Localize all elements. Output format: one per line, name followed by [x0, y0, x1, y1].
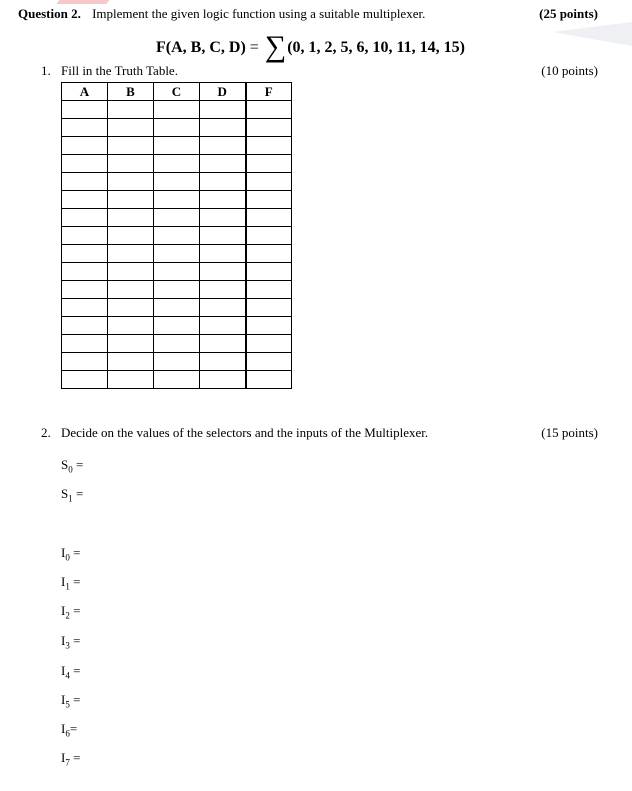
- truth-table-cell-d[interactable]: [200, 173, 246, 191]
- truth-table-cell-f[interactable]: [246, 245, 292, 263]
- truth-table-cell-d[interactable]: [200, 155, 246, 173]
- formula-minterms: (0, 1, 2, 5, 6, 10, 11, 14, 15): [287, 39, 465, 56]
- input-i1-eq: =: [69, 574, 81, 589]
- decorative-grey-wedge: [552, 22, 632, 46]
- header-d: D: [200, 83, 246, 101]
- truth-table-cell-f[interactable]: [246, 209, 292, 227]
- truth-table-cell-a[interactable]: [62, 209, 108, 227]
- truth-table-cell-a[interactable]: [62, 173, 108, 191]
- truth-table-cell-c[interactable]: [154, 173, 200, 191]
- truth-table-cell-a[interactable]: [62, 101, 108, 119]
- truth-table-cell-b[interactable]: [108, 101, 154, 119]
- selector-s1[interactable]: [61, 486, 83, 504]
- truth-table-cell-f[interactable]: [246, 227, 292, 245]
- truth-table-row: [62, 155, 292, 173]
- input-i7-sub: 7: [65, 757, 70, 768]
- input-i1-sub: 1: [65, 581, 70, 592]
- part1-heading: [41, 63, 178, 79]
- truth-table-cell-c[interactable]: [154, 119, 200, 137]
- truth-table-cell-d[interactable]: [200, 227, 246, 245]
- input-i3-sub: 3: [65, 640, 70, 651]
- input-i5[interactable]: [61, 692, 80, 710]
- input-i3-eq: =: [69, 633, 81, 648]
- truth-table-cell-c[interactable]: [154, 371, 200, 389]
- truth-table-cell-a[interactable]: [62, 263, 108, 281]
- truth-table-cell-f[interactable]: [246, 317, 292, 335]
- truth-table-cell-c[interactable]: [154, 101, 200, 119]
- truth-table-header-row: [62, 83, 292, 101]
- header-b: B: [108, 83, 154, 101]
- truth-table-row: [62, 101, 292, 119]
- truth-table-cell-d[interactable]: [200, 371, 246, 389]
- truth-table-cell-c[interactable]: [154, 227, 200, 245]
- input-i7-eq: =: [69, 750, 81, 765]
- truth-table-cell-d[interactable]: [200, 263, 246, 281]
- truth-table-cell-b[interactable]: [108, 227, 154, 245]
- truth-table-cell-d[interactable]: [200, 209, 246, 227]
- truth-table-cell-c[interactable]: [154, 263, 200, 281]
- truth-table-cell-f[interactable]: [246, 101, 292, 119]
- truth-table-cell-f[interactable]: [246, 263, 292, 281]
- truth-table-row: [62, 299, 292, 317]
- input-i0-base: I: [61, 545, 66, 560]
- truth-table-row: [62, 371, 292, 389]
- selector-s0-eq: =: [72, 457, 84, 472]
- input-i0[interactable]: [61, 545, 80, 563]
- truth-table-cell-d[interactable]: [200, 119, 246, 137]
- truth-table-cell-a[interactable]: [62, 335, 108, 353]
- truth-table-cell-a[interactable]: [62, 317, 108, 335]
- truth-table-cell-f[interactable]: [246, 335, 292, 353]
- truth-table-cell-b[interactable]: [108, 335, 154, 353]
- question-points: (25 points): [539, 6, 598, 21]
- input-i4-eq: =: [69, 663, 81, 678]
- truth-table-cell-a[interactable]: [62, 299, 108, 317]
- truth-table-cell-d[interactable]: [200, 299, 246, 317]
- truth-table-cell-a[interactable]: [62, 371, 108, 389]
- truth-table-cell-c[interactable]: [154, 209, 200, 227]
- truth-table: [61, 82, 292, 389]
- input-i4-sub: 4: [65, 670, 70, 681]
- truth-table-cell-b[interactable]: [108, 173, 154, 191]
- selector-s0-base: S: [61, 457, 69, 472]
- truth-table-cell-d[interactable]: [200, 335, 246, 353]
- input-i5-base: I: [61, 692, 66, 707]
- truth-table-cell-f[interactable]: [246, 281, 292, 299]
- input-i4-base: I: [61, 663, 66, 678]
- truth-table-cell-a[interactable]: [62, 191, 108, 209]
- part1-points: (10 points): [541, 63, 598, 78]
- truth-table-cell-d[interactable]: [200, 137, 246, 155]
- input-i2[interactable]: [61, 603, 80, 621]
- truth-table-cell-d[interactable]: [200, 281, 246, 299]
- truth-table-cell-f[interactable]: [246, 353, 292, 371]
- input-i2-sub: 2: [65, 610, 70, 621]
- truth-table-cell-f[interactable]: [246, 191, 292, 209]
- part2-points: (15 points): [541, 425, 598, 440]
- formula-lhs: F(A, B, C, D): [156, 39, 246, 56]
- header-c: C: [154, 83, 200, 101]
- truth-table-cell-c[interactable]: [154, 245, 200, 263]
- header-f: F: [246, 83, 292, 101]
- input-i0-sub: 0: [65, 552, 70, 563]
- truth-table-cell-f[interactable]: [246, 155, 292, 173]
- selector-s0[interactable]: [61, 457, 83, 475]
- truth-table-cell-a[interactable]: [62, 245, 108, 263]
- truth-table-body: [62, 101, 292, 389]
- truth-table-row: [62, 227, 292, 245]
- truth-table-cell-c[interactable]: [154, 155, 200, 173]
- truth-table-row: [62, 317, 292, 335]
- truth-table-row: [62, 137, 292, 155]
- truth-table-cell-b[interactable]: [108, 281, 154, 299]
- truth-table-cell-d[interactable]: [200, 245, 246, 263]
- truth-table-row: [62, 173, 292, 191]
- logic-function-formula: [156, 30, 465, 64]
- truth-table-cell-a[interactable]: [62, 155, 108, 173]
- selector-s1-sub: 1: [68, 493, 73, 504]
- input-i4[interactable]: [61, 663, 80, 681]
- truth-table-cell-b[interactable]: [108, 353, 154, 371]
- truth-table-cell-f[interactable]: [246, 173, 292, 191]
- truth-table-cell-c[interactable]: [154, 353, 200, 371]
- input-i6[interactable]: [61, 721, 77, 739]
- truth-table-cell-a[interactable]: [62, 119, 108, 137]
- truth-table-row: [62, 191, 292, 209]
- truth-table-cell-b[interactable]: [108, 155, 154, 173]
- truth-table-cell-d[interactable]: [200, 191, 246, 209]
- sigma-symbol: ∑: [264, 30, 287, 63]
- input-i6-base: I: [61, 721, 66, 736]
- truth-table-cell-b[interactable]: [108, 191, 154, 209]
- input-i3[interactable]: [61, 633, 80, 651]
- truth-table-cell-b[interactable]: [108, 263, 154, 281]
- truth-table-cell-d[interactable]: [200, 353, 246, 371]
- truth-table-cell-b[interactable]: [108, 317, 154, 335]
- truth-table-cell-a[interactable]: [62, 137, 108, 155]
- input-i6-sub: 6: [65, 728, 70, 739]
- truth-table-cell-a[interactable]: [62, 281, 108, 299]
- truth-table-cell-f[interactable]: [246, 371, 292, 389]
- input-i2-base: I: [61, 603, 66, 618]
- truth-table-cell-d[interactable]: [200, 317, 246, 335]
- part2-text: Decide on the values of the selectors and the inputs of the Multiplexer.: [61, 425, 429, 440]
- truth-table-cell-c[interactable]: [154, 137, 200, 155]
- truth-table-cell-d[interactable]: [200, 101, 246, 119]
- input-i1[interactable]: [61, 574, 80, 592]
- part1-text: Fill in the Truth Table.: [61, 63, 178, 78]
- truth-table-row: [62, 119, 292, 137]
- selector-s1-eq: =: [72, 486, 84, 501]
- truth-table-row: [62, 245, 292, 263]
- part2-number: 2.: [41, 425, 51, 440]
- truth-table-cell-b[interactable]: [108, 245, 154, 263]
- input-i5-eq: =: [69, 692, 81, 707]
- input-i6-eq: =: [69, 721, 78, 736]
- selector-s1-base: S: [61, 486, 69, 501]
- input-i1-base: I: [61, 574, 66, 589]
- truth-table-cell-f[interactable]: [246, 299, 292, 317]
- truth-table-cell-b[interactable]: [108, 119, 154, 137]
- truth-table-row: [62, 353, 292, 371]
- part2-heading: [41, 425, 428, 441]
- question-header: [18, 6, 425, 22]
- selector-s0-sub: 0: [68, 464, 73, 475]
- truth-table-cell-c[interactable]: [154, 299, 200, 317]
- truth-table-cell-c[interactable]: [154, 335, 200, 353]
- question-text: Implement the given logic function using a suitable multiplexer.: [92, 6, 426, 21]
- truth-table-cell-a[interactable]: [62, 353, 108, 371]
- question-label: Question 2.: [18, 6, 81, 21]
- truth-table-cell-a[interactable]: [62, 227, 108, 245]
- input-i2-eq: =: [69, 603, 81, 618]
- truth-table-cell-b[interactable]: [108, 209, 154, 227]
- truth-table-cell-c[interactable]: [154, 191, 200, 209]
- truth-table-cell-c[interactable]: [154, 281, 200, 299]
- input-i7[interactable]: [61, 750, 80, 768]
- truth-table-cell-b[interactable]: [108, 137, 154, 155]
- truth-table-cell-b[interactable]: [108, 299, 154, 317]
- truth-table-row: [62, 335, 292, 353]
- input-i5-sub: 5: [65, 699, 70, 710]
- truth-table-cell-f[interactable]: [246, 137, 292, 155]
- truth-table-cell-c[interactable]: [154, 317, 200, 335]
- truth-table-row: [62, 281, 292, 299]
- decorative-red-stripe: [56, 0, 113, 4]
- truth-table-row: [62, 209, 292, 227]
- truth-table-cell-b[interactable]: [108, 371, 154, 389]
- formula-equals: =: [249, 39, 259, 56]
- input-i3-base: I: [61, 633, 66, 648]
- header-a: A: [62, 83, 108, 101]
- input-i7-base: I: [61, 750, 66, 765]
- input-i0-eq: =: [69, 545, 81, 560]
- part1-number: 1.: [41, 63, 51, 78]
- truth-table-cell-f[interactable]: [246, 119, 292, 137]
- truth-table-row: [62, 263, 292, 281]
